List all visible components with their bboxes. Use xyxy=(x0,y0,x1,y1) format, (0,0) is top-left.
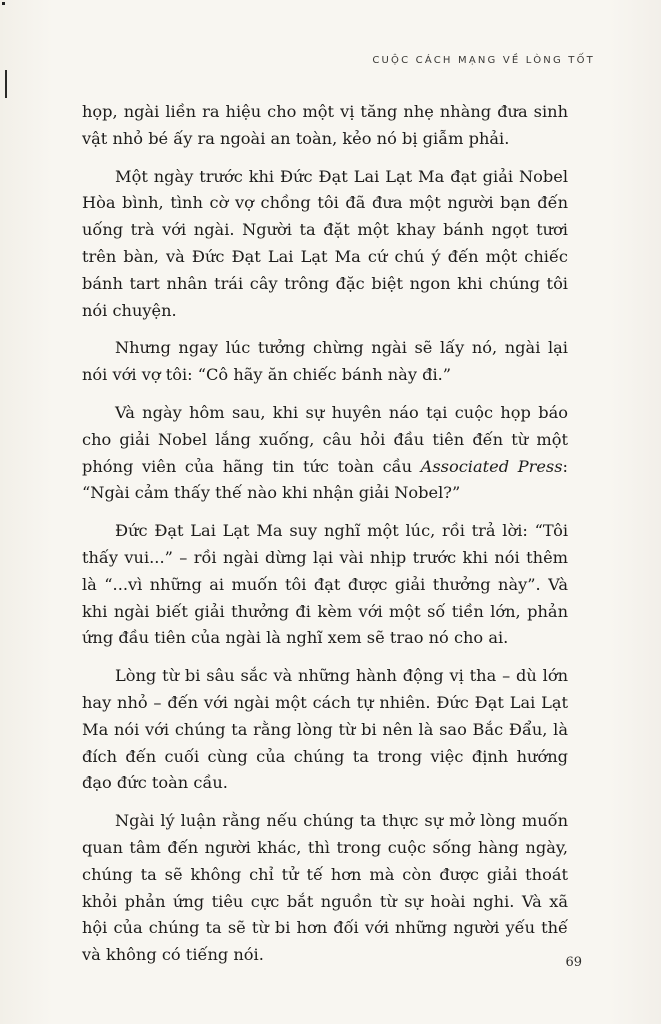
paragraph-5: Đức Đạt Lai Lạt Ma suy nghĩ một lúc, rồi trả lời: “Tôi thấy vui...” – rồi ngài dừng lại vài nhịp trước khi nói thêm là “...vì những ai muốn tôi đạt được giải thưởng này”. Và khi ngài biết giải thưởng đi kèm với một số tiền lớn, phản ứng đầu tiên của ngài là nghĩ xem sẽ trao nó cho ai. xyxy=(82,521,568,648)
scan-corner-mark xyxy=(2,2,5,5)
paragraph-1: họp, ngài liền ra hiệu cho một vị tăng nhẹ nhàng đưa sinh vật nhỏ bé ấy ra ngoài an toàn, kẻo nó bị giẫm phải. xyxy=(82,102,568,148)
paragraph-2: Một ngày trước khi Đức Đạt Lai Lạt Ma đạt giải Nobel Hòa bình, tình cờ vợ chồng tôi đã đưa một người bạn đến uống trà với ngài. Người ta đặt một khay bánh ngọt tươi trên bàn, và Đức Đạt Lai Lạt Ma cứ chú ý đến một chiếc bánh tart nhân trái cây trông đặc biệt ngon khi chúng tôi nói chuyện. xyxy=(82,166,568,320)
running-header: CUỘC CÁCH MẠNG VỀ LÒNG TỐT xyxy=(372,55,595,66)
paragraph-4-italic: Associated Press xyxy=(420,456,563,476)
page-number: 69 xyxy=(565,955,582,970)
paragraph-6: Lòng từ bi sâu sắc và những hành động vị tha – dù lớn hay nhỏ – đến với ngài một cách tự nhiên. Đức Đạt Lai Lạt Ma nói với chúng ta rằng lòng từ bi nên là sao Bắc Đẩu, là đích đến cuối cùng của chúng ta trong việc định hướng đạo đức toàn cầu. xyxy=(82,666,568,793)
page-edge-mark xyxy=(5,70,7,98)
body-text xyxy=(82,99,568,980)
paragraph-7: Ngài lý luận rằng nếu chúng ta thực sự mở lòng muốn quan tâm đến người khác, thì trong cuộc sống hàng ngày, chúng ta sẽ không chỉ tử tế hơn mà còn được giải thoát khỏi phản ứng tiêu cực bắt nguồn từ sự hoài nghi. Và xã hội của chúng ta sẽ từ bi hơn đối với những người yếu thế và không có tiếng nói. xyxy=(82,811,568,965)
paragraph-4-tail: : “Ngài cảm thấy thế nào khi nhận giải Nobel?” xyxy=(82,456,568,503)
paragraph-3: Nhưng ngay lúc tưởng chừng ngài sẽ lấy nó, ngài lại nói với vợ tôi: “Cô hãy ăn chiếc bánh này đi.” xyxy=(82,338,568,385)
paragraph-4 xyxy=(82,400,568,507)
paragraph-4-text: Và ngày hôm sau, khi sự huyên náo tại cuộc họp báo cho giải Nobel lắng xuống, câu hỏi đầu tiên đến từ một phóng viên của hãng tin tức toàn cầu xyxy=(82,402,568,476)
